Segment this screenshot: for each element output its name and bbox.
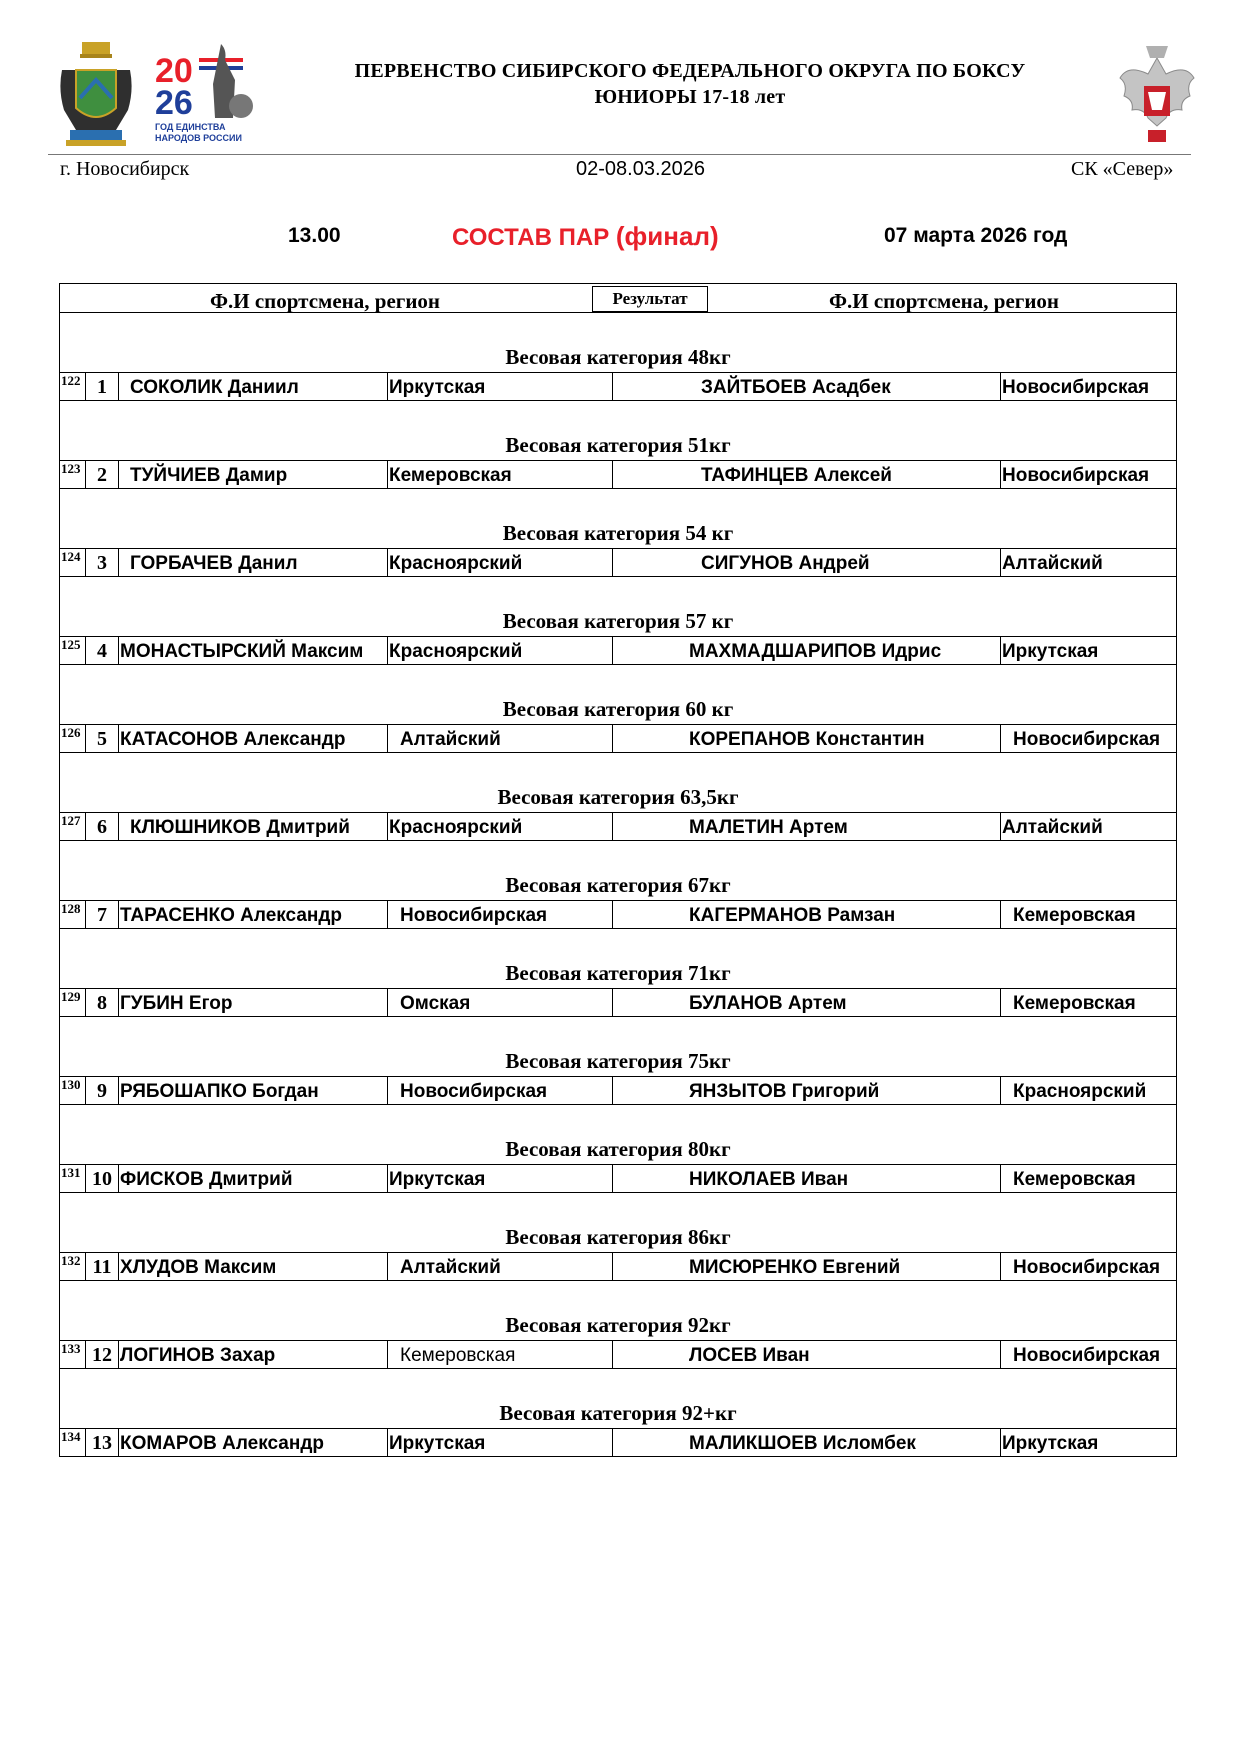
result-cell [613, 549, 688, 576]
weight-category-block [59, 577, 1177, 636]
table-row [59, 1428, 1177, 1457]
athlete-right-region: Новосибирская [1013, 729, 1161, 750]
athlete-right-region: Новосибирская [1002, 377, 1150, 398]
athlete-right-name: МАЛИКШОЕВ Исломбек [688, 1429, 1001, 1456]
athlete-right-name: ЯНЗЫТОВ Григорий [688, 1077, 1001, 1104]
bout-number: 123 [60, 461, 86, 488]
venue-label: СК «Север» [1071, 158, 1174, 180]
table-row [59, 1076, 1177, 1105]
age-group-title: ЮНИОРЫ 17-18 лет [594, 86, 786, 108]
dates-label: 02-08.03.2026 [576, 158, 706, 180]
header-divider [48, 154, 1191, 155]
athlete-right-name: МАЛЕТИН Артем [688, 813, 1001, 840]
athlete-left-region: Кемеровская [388, 461, 613, 488]
athlete-left-name: РЯБОШАПКО Богдан [119, 1077, 388, 1104]
athlete-left-name: ГОРБАЧЕВ Данил [119, 549, 388, 576]
bout-number: 133 [60, 1341, 86, 1368]
athlete-left-region: Красноярский [388, 813, 613, 840]
athlete-right-name: СИГУНОВ Андрей [688, 549, 1001, 576]
athlete-right-region: Алтайский [1002, 817, 1103, 838]
event-date: 07 марта 2026 год [884, 224, 1068, 247]
result-cell [613, 725, 688, 752]
athlete-left-region: Алтайский [388, 1253, 613, 1280]
athlete-left-name: СОКОЛИК Даниил [119, 373, 388, 400]
bout-number: 134 [60, 1429, 86, 1456]
bout-number: 132 [60, 1253, 86, 1280]
result-cell [613, 373, 688, 400]
athlete-right-name: ЛОСЕВ Иван [688, 1341, 1001, 1368]
result-cell [613, 637, 688, 664]
athlete-left-name: ТАРАСЕНКО Александр [119, 901, 388, 928]
athlete-left-name: КАТАСОНОВ Александр [119, 725, 388, 752]
table-header [59, 283, 1177, 313]
weight-category-block [59, 1369, 1177, 1428]
athlete-left-name: ЛОГИНОВ Захар [119, 1341, 388, 1368]
pair-number: 11 [86, 1253, 119, 1280]
athlete-left-region: Иркутская [388, 373, 613, 400]
pair-number: 2 [86, 461, 119, 488]
pair-number: 6 [86, 813, 119, 840]
boxing-federation-eagle-logo [1118, 44, 1196, 148]
table-row [59, 636, 1177, 665]
start-time: 13.00 [288, 224, 341, 247]
weight-category-block [59, 665, 1177, 724]
athlete-left-region: Кемеровская [388, 1341, 613, 1368]
weight-category-label: Весовая категория 57 кг [502, 609, 734, 633]
weight-category-label: Весовая категория 54 кг [502, 521, 734, 545]
bout-number: 125 [60, 637, 86, 664]
year-logo-caption2: НАРОДОВ РОССИИ [155, 133, 242, 143]
col-header-result: Результат [592, 286, 708, 312]
result-cell [613, 1165, 688, 1192]
bout-number: 124 [60, 549, 86, 576]
col-header-right: Ф.И спортсмена, регион [828, 289, 1060, 313]
weight-category-label: Весовая категория 63,5кг [497, 785, 739, 809]
athlete-left-name: ГУБИН Егор [119, 989, 388, 1016]
table-row [59, 460, 1177, 489]
bout-number: 128 [60, 901, 86, 928]
table-row [59, 548, 1177, 577]
year-logo-top: 20 [155, 52, 193, 90]
weight-category-block [59, 1281, 1177, 1340]
athlete-right-region: Алтайский [1002, 553, 1103, 574]
athlete-left-name: ФИСКОВ Дмитрий [119, 1165, 388, 1192]
pair-number: 1 [86, 373, 119, 400]
athlete-right-region: Кемеровская [1013, 993, 1136, 1014]
bout-number: 130 [60, 1077, 86, 1104]
bout-number: 127 [60, 813, 86, 840]
pair-number: 8 [86, 989, 119, 1016]
table-row [59, 1164, 1177, 1193]
pairs-heading [452, 221, 719, 252]
table-row [59, 900, 1177, 929]
weight-category-block [59, 929, 1177, 988]
result-cell [613, 461, 688, 488]
weight-category-block [59, 489, 1177, 548]
athlete-left-name: КЛЮШНИКОВ Дмитрий [119, 813, 388, 840]
athlete-left-name: КОМАРОВ Александр [119, 1429, 388, 1456]
athlete-left-region: Красноярский [388, 549, 613, 576]
athlete-right-name: БУЛАНОВ Артем [688, 989, 1001, 1016]
weight-category-label: Весовая категория 48кг [505, 345, 731, 369]
weight-category-label: Весовая категория 51кг [505, 433, 731, 457]
weight-category-label: Весовая категория 75кг [505, 1049, 731, 1073]
athlete-right-name: МИСЮРЕНКО Евгений [688, 1253, 1001, 1280]
weight-category-label: Весовая категория 80кг [505, 1137, 731, 1161]
athlete-right-region: Иркутская [1002, 641, 1099, 662]
bout-number: 122 [60, 373, 86, 400]
athlete-left-region: Красноярский [388, 637, 613, 664]
result-cell [613, 1341, 688, 1368]
weight-category-block [59, 1193, 1177, 1252]
result-cell [613, 1253, 688, 1280]
result-cell [613, 989, 688, 1016]
city-label: г. Новосибирск [60, 158, 190, 180]
weight-category-block [59, 313, 1177, 372]
athlete-right-name: КОРЕПАНОВ Константин [688, 725, 1001, 752]
result-cell [613, 901, 688, 928]
athlete-right-name: КАГЕРМАНОВ Рамзан [688, 901, 1001, 928]
pair-number: 4 [86, 637, 119, 664]
athlete-left-region: Новосибирская [388, 901, 613, 928]
pair-number: 5 [86, 725, 119, 752]
result-cell [613, 1077, 688, 1104]
athlete-right-region: Новосибирская [1013, 1345, 1161, 1366]
athlete-left-name: ТУЙЧИЕВ Дамир [119, 461, 388, 488]
year-logo-caption1: ГОД ЕДИНСТВА [155, 122, 226, 132]
athlete-right-name: НИКОЛАЕВ Иван [688, 1165, 1001, 1192]
result-cell [613, 813, 688, 840]
pair-number: 7 [86, 901, 119, 928]
athlete-right-region: Кемеровская [1013, 1169, 1136, 1190]
athlete-right-region: Иркутская [1002, 1433, 1099, 1454]
athlete-right-name: ТАФИНЦЕВ Алексей [688, 461, 1001, 488]
pair-number: 10 [86, 1165, 119, 1192]
athlete-right-region: Красноярский [1013, 1081, 1147, 1102]
athlete-right-name: МАХМАДШАРИПОВ Идрис [688, 637, 1001, 664]
athlete-left-region: Иркутская [388, 1165, 613, 1192]
weight-category-block [59, 401, 1177, 460]
pairs-table [59, 283, 1177, 1457]
athlete-right-name: ЗАЙТБОЕВ Асадбек [688, 373, 1001, 400]
athlete-left-region: Иркутская [388, 1429, 613, 1456]
pair-number: 9 [86, 1077, 119, 1104]
year-logo-bottom: 26 [155, 84, 193, 122]
pair-number: 3 [86, 549, 119, 576]
athlete-left-name: ХЛУДОВ Максим [119, 1253, 388, 1280]
table-row [59, 1252, 1177, 1281]
weight-category-block [59, 1105, 1177, 1164]
table-row [59, 988, 1177, 1017]
bout-number: 131 [60, 1165, 86, 1192]
pair-number: 12 [86, 1341, 119, 1368]
athlete-right-region: Кемеровская [1013, 905, 1136, 926]
athlete-left-region: Омская [388, 989, 613, 1016]
col-header-left: Ф.И спортсмена, регион [209, 289, 441, 313]
result-cell [613, 1429, 688, 1456]
table-row [59, 372, 1177, 401]
athlete-right-region: Новосибирская [1013, 1257, 1161, 1278]
weight-category-block [59, 841, 1177, 900]
athlete-left-region: Алтайский [388, 725, 613, 752]
stage-label: (финал) [615, 221, 719, 251]
weight-category-label: Весовая категория 60 кг [502, 697, 734, 721]
weight-category-label: Весовая категория 92кг [505, 1313, 731, 1337]
athlete-right-region: Новосибирская [1002, 465, 1150, 486]
pairs-heading-text: СОСТАВ ПАР [452, 224, 610, 251]
table-row [59, 1340, 1177, 1369]
pair-number: 13 [86, 1429, 119, 1456]
table-row [59, 812, 1177, 841]
novosibirsk-coat-of-arms-logo [56, 40, 136, 150]
championship-title: ПЕРВЕНСТВО СИБИРСКОГО ФЕДЕРАЛЬНОГО ОКРУГА ПО БОКСУ [354, 60, 1026, 82]
weight-category-label: Весовая категория 67кг [505, 873, 731, 897]
weight-category-label: Весовая категория 71кг [505, 961, 731, 985]
year-of-unity-logo [155, 40, 273, 148]
bout-number: 126 [60, 725, 86, 752]
bout-list [59, 313, 1177, 1457]
table-row [59, 724, 1177, 753]
weight-category-block [59, 753, 1177, 812]
athlete-left-region: Новосибирская [388, 1077, 613, 1104]
bout-number: 129 [60, 989, 86, 1016]
athlete-left-name: МОНАСТЫРСКИЙ Максим [119, 637, 388, 664]
weight-category-label: Весовая категория 86кг [505, 1225, 731, 1249]
weight-category-block [59, 1017, 1177, 1076]
weight-category-label: Весовая категория 92+кг [499, 1401, 737, 1425]
